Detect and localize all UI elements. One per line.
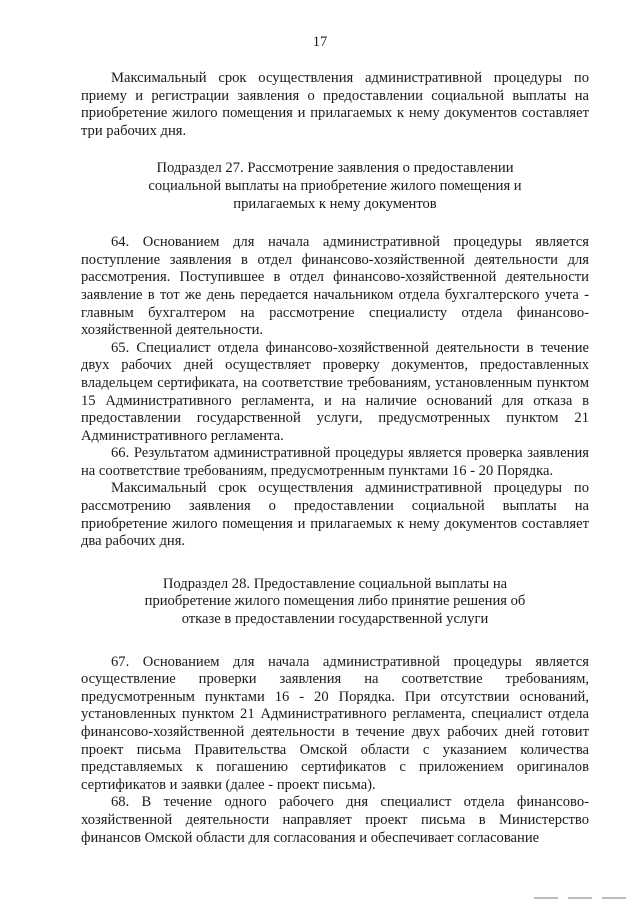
subsection-27-heading-line: социальной выплаты на приобретение жилого помещения и [148,177,522,194]
page-number: 17 [312,34,328,50]
subsection-28-heading-line: отказе в предоставлении государственной услуги [181,611,489,628]
document-body [81,70,589,847]
paragraph-68: 68. В течение одного рабочего дня специалист отдела финансово-хозяйственной деятельности направляет проект письма в Министерство финансов Омской области для согласования и обеспечивает согласование [81,794,589,846]
subsection-27-heading-line: Подраздел 27. Рассмотрение заявления о предоставлении [156,160,514,177]
scan-edge-marks [534,897,626,899]
subsection-27-heading-line: прилагаемых к нему документов [233,195,437,212]
scan-mark [602,897,626,899]
paragraph-66-max-term: Максимальный срок осуществления административной процедуры по рассмотрению заявления о предоставлении социальной выплаты на приобретение жилого помещения и прилагаемых к нему документов составляет два рабочих дня. [81,480,589,550]
subsection-27-heading [81,160,589,213]
paragraph-intro: Максимальный срок осуществления административной процедуры по приему и регистрации заявления о предоставлении социальной выплаты на приобретение жилого помещения и прилагаемых к нему документов составляет три рабочих дня. [81,70,589,139]
paragraph-65: 65. Специалист отдела финансово-хозяйственной деятельности в течение двух рабочих дней осуществляет проверку документов, предоставленных владельцем сертификата, на соответствие требованиям, установленным пунктом 15 Административного регламента, и на наличие оснований для отказа в предоставлении государственной услуги, предусмотренных пунктом 21 Административного регламента. [81,339,589,444]
paragraph-64: 64. Основанием для начала административной процедуры является поступление заявления в отдел финансово-хозяйственной деятельности для рассмотрения. Поступившее в отдел финансово-хозяйственной деятельности заявление в тот же день передается начальником отдела бухгалтерского учета - главным бухгалтером на рассмотрение специалисту отдела финансово-хозяйственной деятельности. [81,234,589,339]
subsection-28-heading-line: приобретение жилого помещения либо принятие решения об [144,593,526,610]
subsection-28-heading-line: Подраздел 28. Предоставление социальной выплаты на [162,575,508,592]
scan-mark [568,897,592,899]
paragraph-67: 67. Основанием для начала административной процедуры является осуществление проверки заявления на соответствие требованиям, предусмотренным пунктами 16 - 20 Порядка. При отсутствии оснований, установленных пунктом 21 Административного регламента, специалист отдела финансово-хозяйственной деятельности в течение двух рабочих дней готовит проект письма Правительства Омской области с указанием количества представляемых к погашению сертификатов с приложением оригиналов сертификатов и заявки (далее - проект письма). [81,653,589,793]
paragraph-66: 66. Результатом административной процедуры является проверка заявления на соответствие требованиям, предусмотренным пунктами 16 - 20 Порядка. [81,445,589,479]
subsection-28-heading [81,576,589,629]
scan-mark [534,897,558,899]
